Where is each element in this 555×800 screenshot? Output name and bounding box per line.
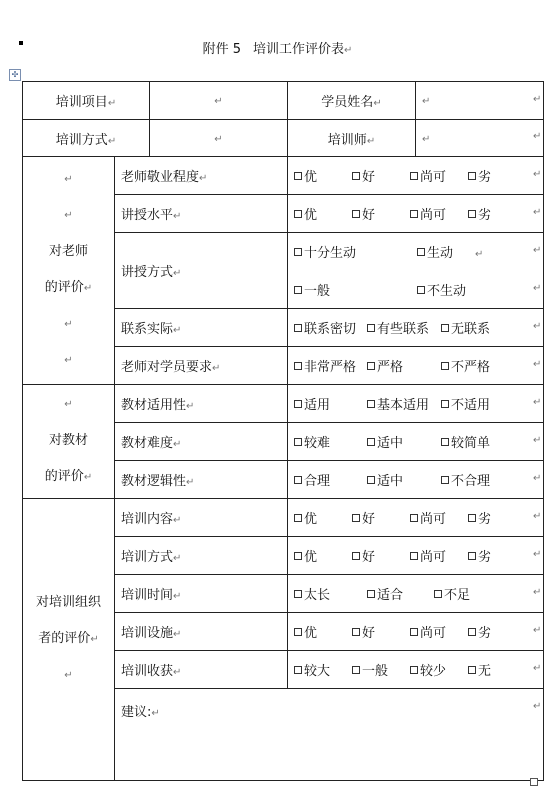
option-checkbox[interactable]: 十分生动	[294, 242, 417, 261]
training-item-value[interactable]: ↵	[150, 82, 288, 120]
criterion-label: 老师对学员要求↵	[115, 347, 288, 385]
option-checkbox[interactable]: 不严格	[441, 356, 490, 375]
option-checkbox[interactable]: 尚可	[410, 546, 468, 565]
row-end-mark: ↵	[533, 473, 542, 484]
title-prefix: 附件 5	[202, 42, 241, 57]
table-row	[23, 157, 544, 195]
material-group-label: ↵ 对教材 的评价↵	[23, 385, 115, 499]
option-group	[288, 575, 544, 613]
option-checkbox[interactable]: 尚可	[410, 622, 468, 641]
row-end-mark: ↵	[533, 321, 542, 332]
option-group	[288, 461, 544, 499]
option-checkbox[interactable]: 好	[352, 204, 410, 223]
row-end-mark: ↵	[533, 94, 542, 105]
option-checkbox[interactable]: 劣	[468, 622, 491, 641]
option-checkbox[interactable]: 不生动	[417, 280, 466, 299]
option-group	[288, 613, 544, 651]
table-resize-handle-icon[interactable]	[530, 778, 538, 786]
option-checkbox[interactable]: 尚可	[410, 508, 468, 527]
row-end-mark: ↵	[533, 131, 542, 142]
row-end-mark: ↵	[533, 511, 542, 522]
option-checkbox[interactable]: 优	[294, 204, 352, 223]
option-checkbox[interactable]: 无联系	[441, 318, 490, 337]
option-checkbox[interactable]: 适合	[367, 584, 434, 603]
criterion-label: 讲授水平↵	[115, 195, 288, 233]
training-method-label: 培训方式↵	[23, 120, 150, 157]
option-checkbox[interactable]: 劣	[468, 508, 491, 527]
option-checkbox[interactable]: 尚可	[410, 166, 468, 185]
option-group	[288, 157, 544, 195]
criterion-label: 老师敬业程度↵	[115, 157, 288, 195]
row-end-mark: ↵	[533, 549, 542, 560]
info-row-1	[23, 82, 544, 120]
option-checkbox[interactable]: 好	[352, 166, 410, 185]
row-end-mark: ↵	[533, 435, 542, 446]
option-checkbox[interactable]: 较难	[294, 432, 367, 451]
row-end-mark: ↵	[533, 701, 542, 712]
row-end-mark: ↵	[533, 587, 542, 598]
option-group	[288, 385, 544, 423]
trainer-value[interactable]: ↵	[416, 120, 544, 157]
row-end-mark: ↵	[533, 397, 542, 408]
option-checkbox[interactable]: 适中	[367, 432, 441, 451]
option-checkbox[interactable]: 无	[468, 660, 491, 679]
option-group	[288, 195, 544, 233]
option-checkbox[interactable]: 一般	[352, 660, 410, 679]
option-checkbox[interactable]: 不足	[434, 584, 470, 603]
table-move-handle-icon[interactable]: ✣	[9, 69, 21, 81]
table-row	[23, 499, 544, 537]
title-main: 培训工作评价表	[253, 42, 345, 57]
training-item-label: 培训项目↵	[23, 82, 150, 120]
option-group	[288, 651, 544, 689]
option-checkbox[interactable]: 好	[352, 622, 410, 641]
student-name-value[interactable]: ↵	[416, 82, 544, 120]
row-end-mark: ↵	[533, 359, 542, 370]
option-checkbox[interactable]: 不适用	[441, 394, 490, 413]
table-row	[23, 385, 544, 423]
row-end-mark: ↵	[533, 245, 542, 256]
option-checkbox[interactable]: 劣	[468, 166, 491, 185]
criterion-label: 教材难度↵	[115, 423, 288, 461]
organizer-group-label: 对培训组织 者的评价↵ ↵	[23, 499, 115, 781]
option-checkbox[interactable]: 较简单	[441, 432, 490, 451]
row-end-mark: ↵	[533, 663, 542, 674]
option-group	[288, 309, 544, 347]
option-checkbox[interactable]: 尚可	[410, 204, 468, 223]
option-checkbox[interactable]: 严格	[367, 356, 441, 375]
option-checkbox[interactable]: 太长	[294, 584, 367, 603]
option-checkbox[interactable]: 生动	[417, 242, 453, 261]
option-checkbox[interactable]: 非常严格	[294, 356, 367, 375]
option-checkbox[interactable]: 合理	[294, 470, 367, 489]
criterion-label: 联系实际↵	[115, 309, 288, 347]
option-checkbox[interactable]: 优	[294, 622, 352, 641]
option-group: 十分生动 生动 ↵	[288, 233, 544, 271]
option-checkbox[interactable]: 有些联系	[367, 318, 441, 337]
option-group	[288, 347, 544, 385]
option-group	[288, 423, 544, 461]
option-checkbox[interactable]: 好	[352, 546, 410, 565]
option-checkbox[interactable]: 适中	[367, 470, 441, 489]
row-end-mark: ↵	[533, 207, 542, 218]
option-checkbox[interactable]: 劣	[468, 546, 491, 565]
student-name-label: 学员姓名↵	[288, 82, 416, 120]
option-checkbox[interactable]: 适用	[294, 394, 367, 413]
option-checkbox[interactable]: 优	[294, 546, 352, 565]
option-checkbox[interactable]: 较大	[294, 660, 352, 679]
option-checkbox[interactable]: 劣	[468, 204, 491, 223]
option-checkbox[interactable]: 较少	[410, 660, 468, 679]
row-end-mark: ↵	[533, 283, 542, 294]
suggestion-field[interactable]: 建议:↵	[115, 689, 544, 781]
criterion-label: 培训内容↵	[115, 499, 288, 537]
criterion-label: 培训收获↵	[115, 651, 288, 689]
option-checkbox[interactable]: 一般	[294, 280, 417, 299]
row-end-mark: ↵	[533, 625, 542, 636]
option-group	[288, 499, 544, 537]
training-method-value[interactable]: ↵	[150, 120, 288, 157]
criterion-label: 讲授方式↵	[115, 233, 288, 309]
criterion-label: 培训设施↵	[115, 613, 288, 651]
info-row-2	[23, 120, 544, 157]
criterion-label: 教材逻辑性↵	[115, 461, 288, 499]
option-checkbox[interactable]: 基本适用	[367, 394, 441, 413]
option-group	[288, 537, 544, 575]
option-group	[288, 271, 544, 309]
option-checkbox[interactable]: 优	[294, 508, 352, 527]
criterion-label: 培训时间↵	[115, 575, 288, 613]
option-checkbox[interactable]: 联系密切	[294, 318, 367, 337]
option-checkbox[interactable]: 好	[352, 508, 410, 527]
option-checkbox[interactable]: 优	[294, 166, 352, 185]
trainer-label: 培训师↵	[288, 120, 416, 157]
option-checkbox[interactable]: 不合理	[441, 470, 490, 489]
teacher-group-label: ↵ ↵ 对老师 的评价↵ ↵ ↵	[23, 157, 115, 385]
evaluation-table	[22, 81, 544, 781]
criterion-label: 培训方式↵	[115, 537, 288, 575]
criterion-label: 教材适用性↵	[115, 385, 288, 423]
row-end-mark: ↵	[533, 169, 542, 180]
page-title: 附件 5 培训工作评价表↵	[202, 42, 353, 57]
